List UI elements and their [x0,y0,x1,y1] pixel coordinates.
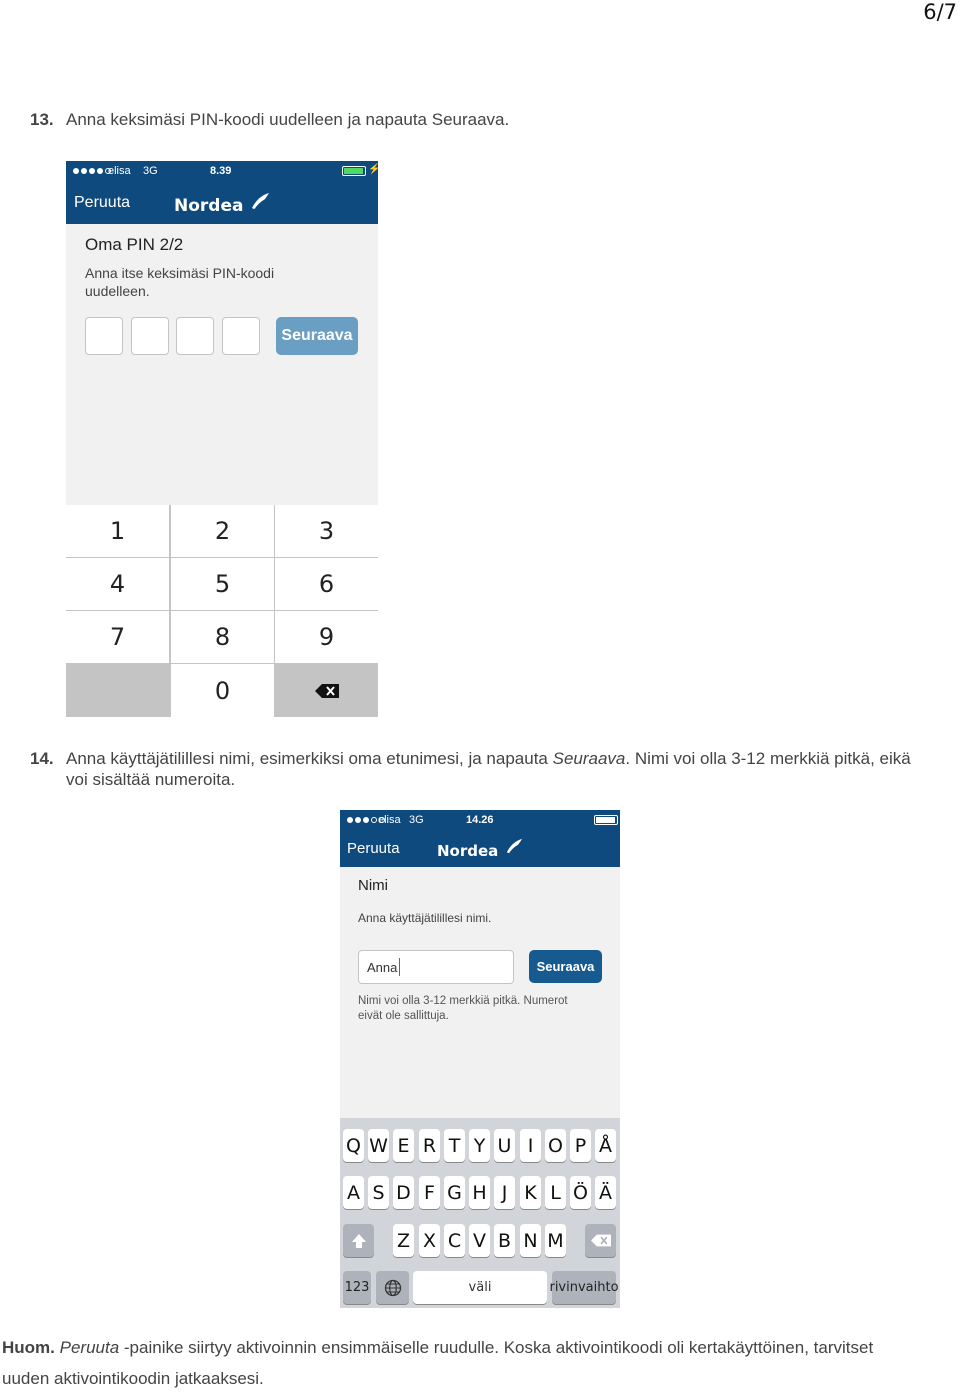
key-h[interactable]: H [469,1176,490,1209]
key-s[interactable]: S [368,1176,389,1209]
return-key[interactable]: rivinvaihto [552,1271,616,1304]
backspace-key[interactable] [275,664,378,717]
step-14 [30,748,955,790]
step-text-a: Anna käyttäjätilillesi nimi, esimerkiksi oma etunimesi, ja napauta [66,749,553,768]
charging-icon: ⚡ [368,164,381,175]
cancel-button[interactable]: Peruuta [347,840,400,857]
step-text-emphasis: Seuraava [552,749,626,768]
key-a-umlaut[interactable]: Ä [595,1176,616,1209]
pin-digit-1[interactable] [85,317,123,355]
network: 3G [409,814,424,826]
key-7[interactable]: 7 [66,611,169,663]
nordea-sail-icon [505,838,523,854]
key-u[interactable]: U [494,1129,515,1162]
key-8[interactable]: 8 [171,611,274,663]
key-3[interactable]: 3 [275,505,378,557]
pin-digit-4[interactable] [222,317,260,355]
delete-key[interactable] [585,1224,616,1257]
pin-digit-2[interactable] [131,317,169,355]
language-key[interactable] [376,1271,409,1304]
key-o[interactable]: O [545,1129,566,1162]
key-p[interactable]: P [570,1129,591,1162]
name-input-value: Anna [367,960,398,975]
carrier: elisa [378,814,401,826]
key-m[interactable]: M [545,1224,566,1257]
clock: 14.26 [466,814,494,826]
screen-title: Nimi [358,877,388,894]
keyboard [340,1118,620,1308]
signal-icon [73,168,111,174]
instruction-line1: Anna itse keksimäsi PIN-koodi [85,265,275,281]
note-label: Huom. [2,1338,55,1357]
instruction: Anna käyttäjätilillesi nimi. [358,911,492,925]
shift-key[interactable] [343,1224,374,1257]
phone-screenshot-name [340,810,620,1308]
key-t[interactable]: T [444,1129,465,1162]
shift-arrow-icon [351,1233,367,1249]
key-blank [66,664,169,717]
key-r[interactable]: R [419,1129,440,1162]
status-bar [340,810,620,830]
key-z[interactable]: Z [393,1224,414,1257]
key-i[interactable]: I [520,1129,541,1162]
key-f[interactable]: F [419,1176,440,1209]
note-text: -painike siirtyy aktivoinnin ensimmäiselle ruudulle. Koska aktivointikoodi oli kertakäyttöinen, tarvitset [119,1338,874,1357]
help-line1: Nimi voi olla 3-12 merkkiä pitkä. Numerot [358,995,568,1007]
step-text-c: voi sisältää numeroita. [66,770,236,789]
key-a-ring[interactable]: Å [595,1129,616,1162]
key-0[interactable]: 0 [171,664,274,717]
nav-bar [340,830,620,867]
battery-icon [342,166,366,176]
footnote [2,1332,952,1394]
key-9[interactable]: 9 [275,611,378,663]
carrier: elisa [108,165,131,177]
key-1[interactable]: 1 [66,505,169,557]
key-g[interactable]: G [444,1176,465,1209]
network: 3G [143,165,158,177]
key-y[interactable]: Y [469,1129,490,1162]
nav-bar [66,181,378,224]
key-a[interactable]: A [343,1176,364,1209]
key-j[interactable]: J [494,1176,515,1209]
step-13 [30,109,509,130]
note-emphasis: Peruuta [59,1338,120,1357]
key-b[interactable]: B [494,1224,515,1257]
key-v[interactable]: V [469,1224,490,1257]
numeric-keypad [66,505,378,717]
globe-icon [384,1279,402,1297]
key-c[interactable]: C [444,1224,465,1257]
step-number: 13. [30,110,54,129]
next-button[interactable]: Seuraava [276,317,358,355]
key-x[interactable]: X [419,1224,440,1257]
key-q[interactable]: Q [343,1129,364,1162]
key-l[interactable]: L [545,1176,566,1209]
step-number: 14. [30,749,54,768]
next-button[interactable]: Seuraava [529,950,602,983]
key-o-umlaut[interactable]: Ö [570,1176,591,1209]
key-5[interactable]: 5 [171,558,274,610]
backspace-icon [315,684,339,698]
page-number: 6/7 [923,0,957,24]
key-n[interactable]: N [520,1224,541,1257]
nordea-logo: Nordea [437,842,499,860]
key-w[interactable]: W [368,1129,389,1162]
cancel-button[interactable]: Peruuta [74,194,131,211]
clock: 8.39 [210,165,232,177]
key-6[interactable]: 6 [275,558,378,610]
battery-icon [594,815,618,825]
name-input[interactable] [358,950,514,984]
footnote-line1 [2,1332,952,1363]
step-text: Anna keksimäsi PIN-koodi uudelleen ja napauta Seuraava. [66,110,510,129]
phone-screenshot-pin [66,161,381,717]
nordea-sail-icon [250,192,270,210]
pin-digit-3[interactable] [176,317,214,355]
help-line2: eivät ole sallittuja. [358,1010,449,1022]
key-k[interactable]: K [520,1176,541,1209]
status-bar [66,161,381,181]
step-text-b: . Nimi voi olla 3-12 merkkiä pitkä, eikä [625,749,911,768]
screen-title: Oma PIN 2/2 [85,235,184,254]
backspace-icon [591,1234,611,1247]
key-e[interactable]: E [393,1129,414,1162]
footnote-line2: uuden aktivointikoodin jatkaaksesi. [2,1369,264,1388]
numbers-key[interactable]: 123 [343,1271,371,1304]
nordea-logo: Nordea [174,196,244,216]
key-2[interactable]: 2 [171,505,274,557]
key-d[interactable]: D [393,1176,414,1209]
space-key[interactable]: väli [413,1271,547,1304]
text-cursor [399,958,400,976]
instruction-line2: uudelleen. [85,283,150,299]
key-4[interactable]: 4 [66,558,169,610]
